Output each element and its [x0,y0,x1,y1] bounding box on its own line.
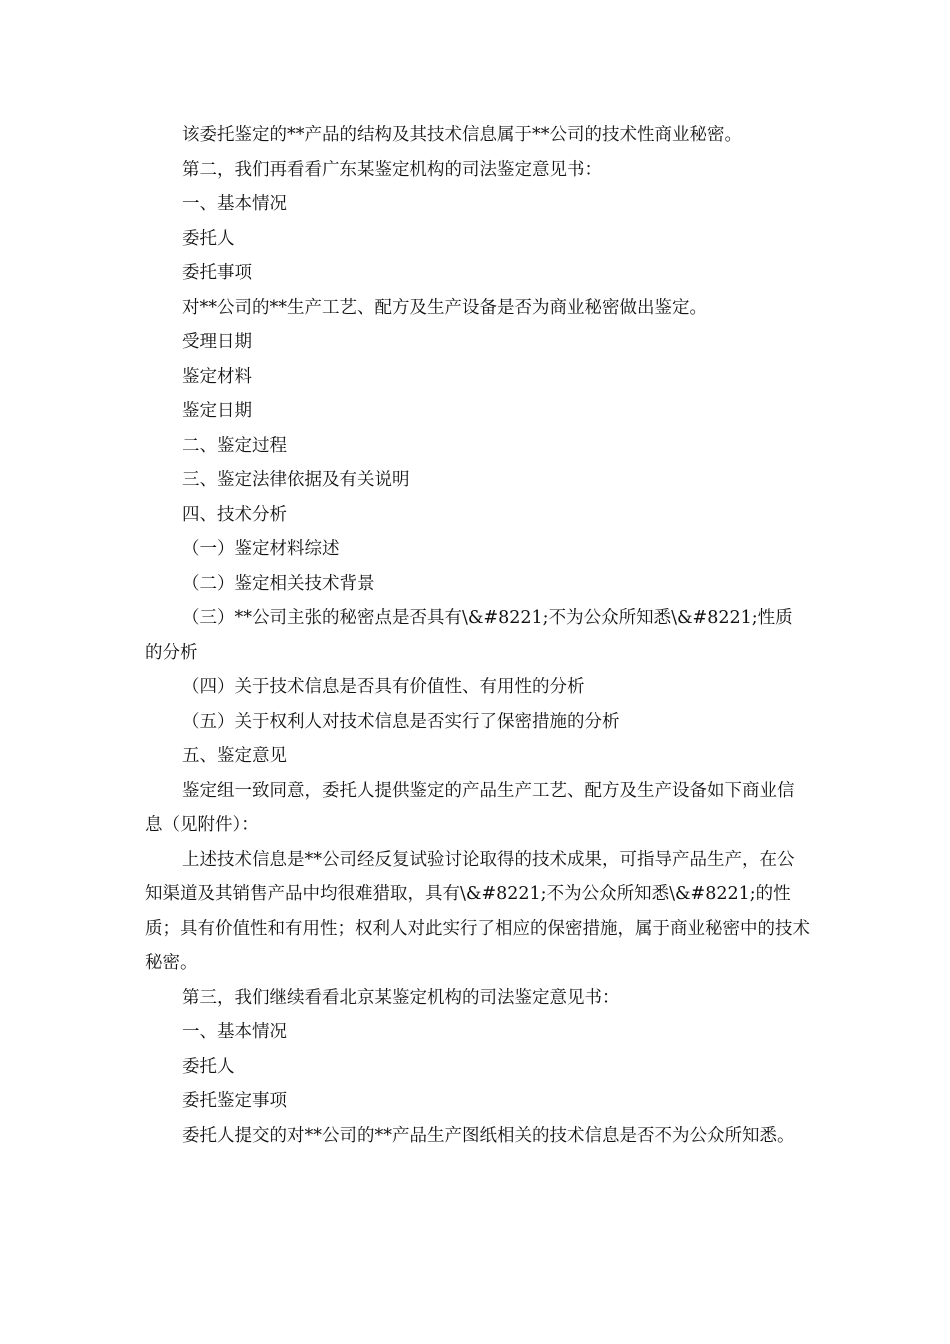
paragraph-conclusion-first: 该委托鉴定的**产品的结构及其技术信息属于**公司的技术性商业秘密。 [182,125,742,145]
subheading-materials-summary: （一）鉴定材料综述 [182,539,340,559]
heading-process: 二、鉴定过程 [182,435,287,456]
subheading-confidentiality: （五）关于权利人对技术信息是否实行了保密措施的分析 [182,711,620,732]
paragraph-opinion-agreement: 鉴定组一致同意，委托人提供鉴定的产品生产工艺、配方及生产设备如下商业信息（见附件）： [145,780,795,835]
heading-basic-info-2: 一、基本情况 [182,1022,287,1042]
paragraph-second-intro: 第二，我们再看看广东某鉴定机构的司法鉴定意见书： [182,159,602,180]
paragraph-third-intro: 第三，我们继续看看北京某鉴定机构的司法鉴定意见书： [182,987,620,1008]
heading-legal-basis: 三、鉴定法律依据及有关说明 [182,470,410,490]
heading-opinion: 五、鉴定意见 [182,746,287,766]
label-materials: 鉴定材料 [182,366,252,387]
label-entrusted-matter-2: 委托鉴定事项 [182,1091,287,1111]
subheading-secret-points: （三）**公司主张的秘密点是否具有\&#8221;不为公众所知悉\&#8221;性质的分析 [145,608,793,663]
heading-technical-analysis: 四、技术分析 [182,504,287,525]
subheading-tech-background: （二）鉴定相关技术背景 [182,573,375,594]
paragraph-matter-detail: 对**公司的**生产工艺、配方及生产设备是否为商业秘密做出鉴定。 [182,297,707,318]
label-appraisal-date: 鉴定日期 [182,401,252,421]
label-acceptance-date: 受理日期 [182,332,252,352]
paragraph-opinion-conclusion: 上述技术信息是**公司经反复试验讨论取得的技术成果，可指导产品生产，在公知渠道及其销售产品中均很难猎取，具有\&#8221;不为公众所知悉\&#8221;的性质；具有价值性和有用性；权利人对此实行了相应的保密措施，属于商业秘密中的技术秘密。 [145,849,810,973]
subheading-value-usefulness: （四）关于技术信息是否具有价值性、有用性的分析 [182,677,585,697]
label-entrusted-matter: 委托事项 [182,263,252,283]
paragraph-matter-detail-2: 委托人提交的对**公司的**产品生产图纸相关的技术信息是否不为公众所知悉。 [182,1125,795,1146]
heading-basic-info: 一、基本情况 [182,194,287,214]
label-client: 委托人 [182,228,235,249]
label-client-2: 委托人 [182,1056,235,1077]
document-body [145,118,810,1153]
